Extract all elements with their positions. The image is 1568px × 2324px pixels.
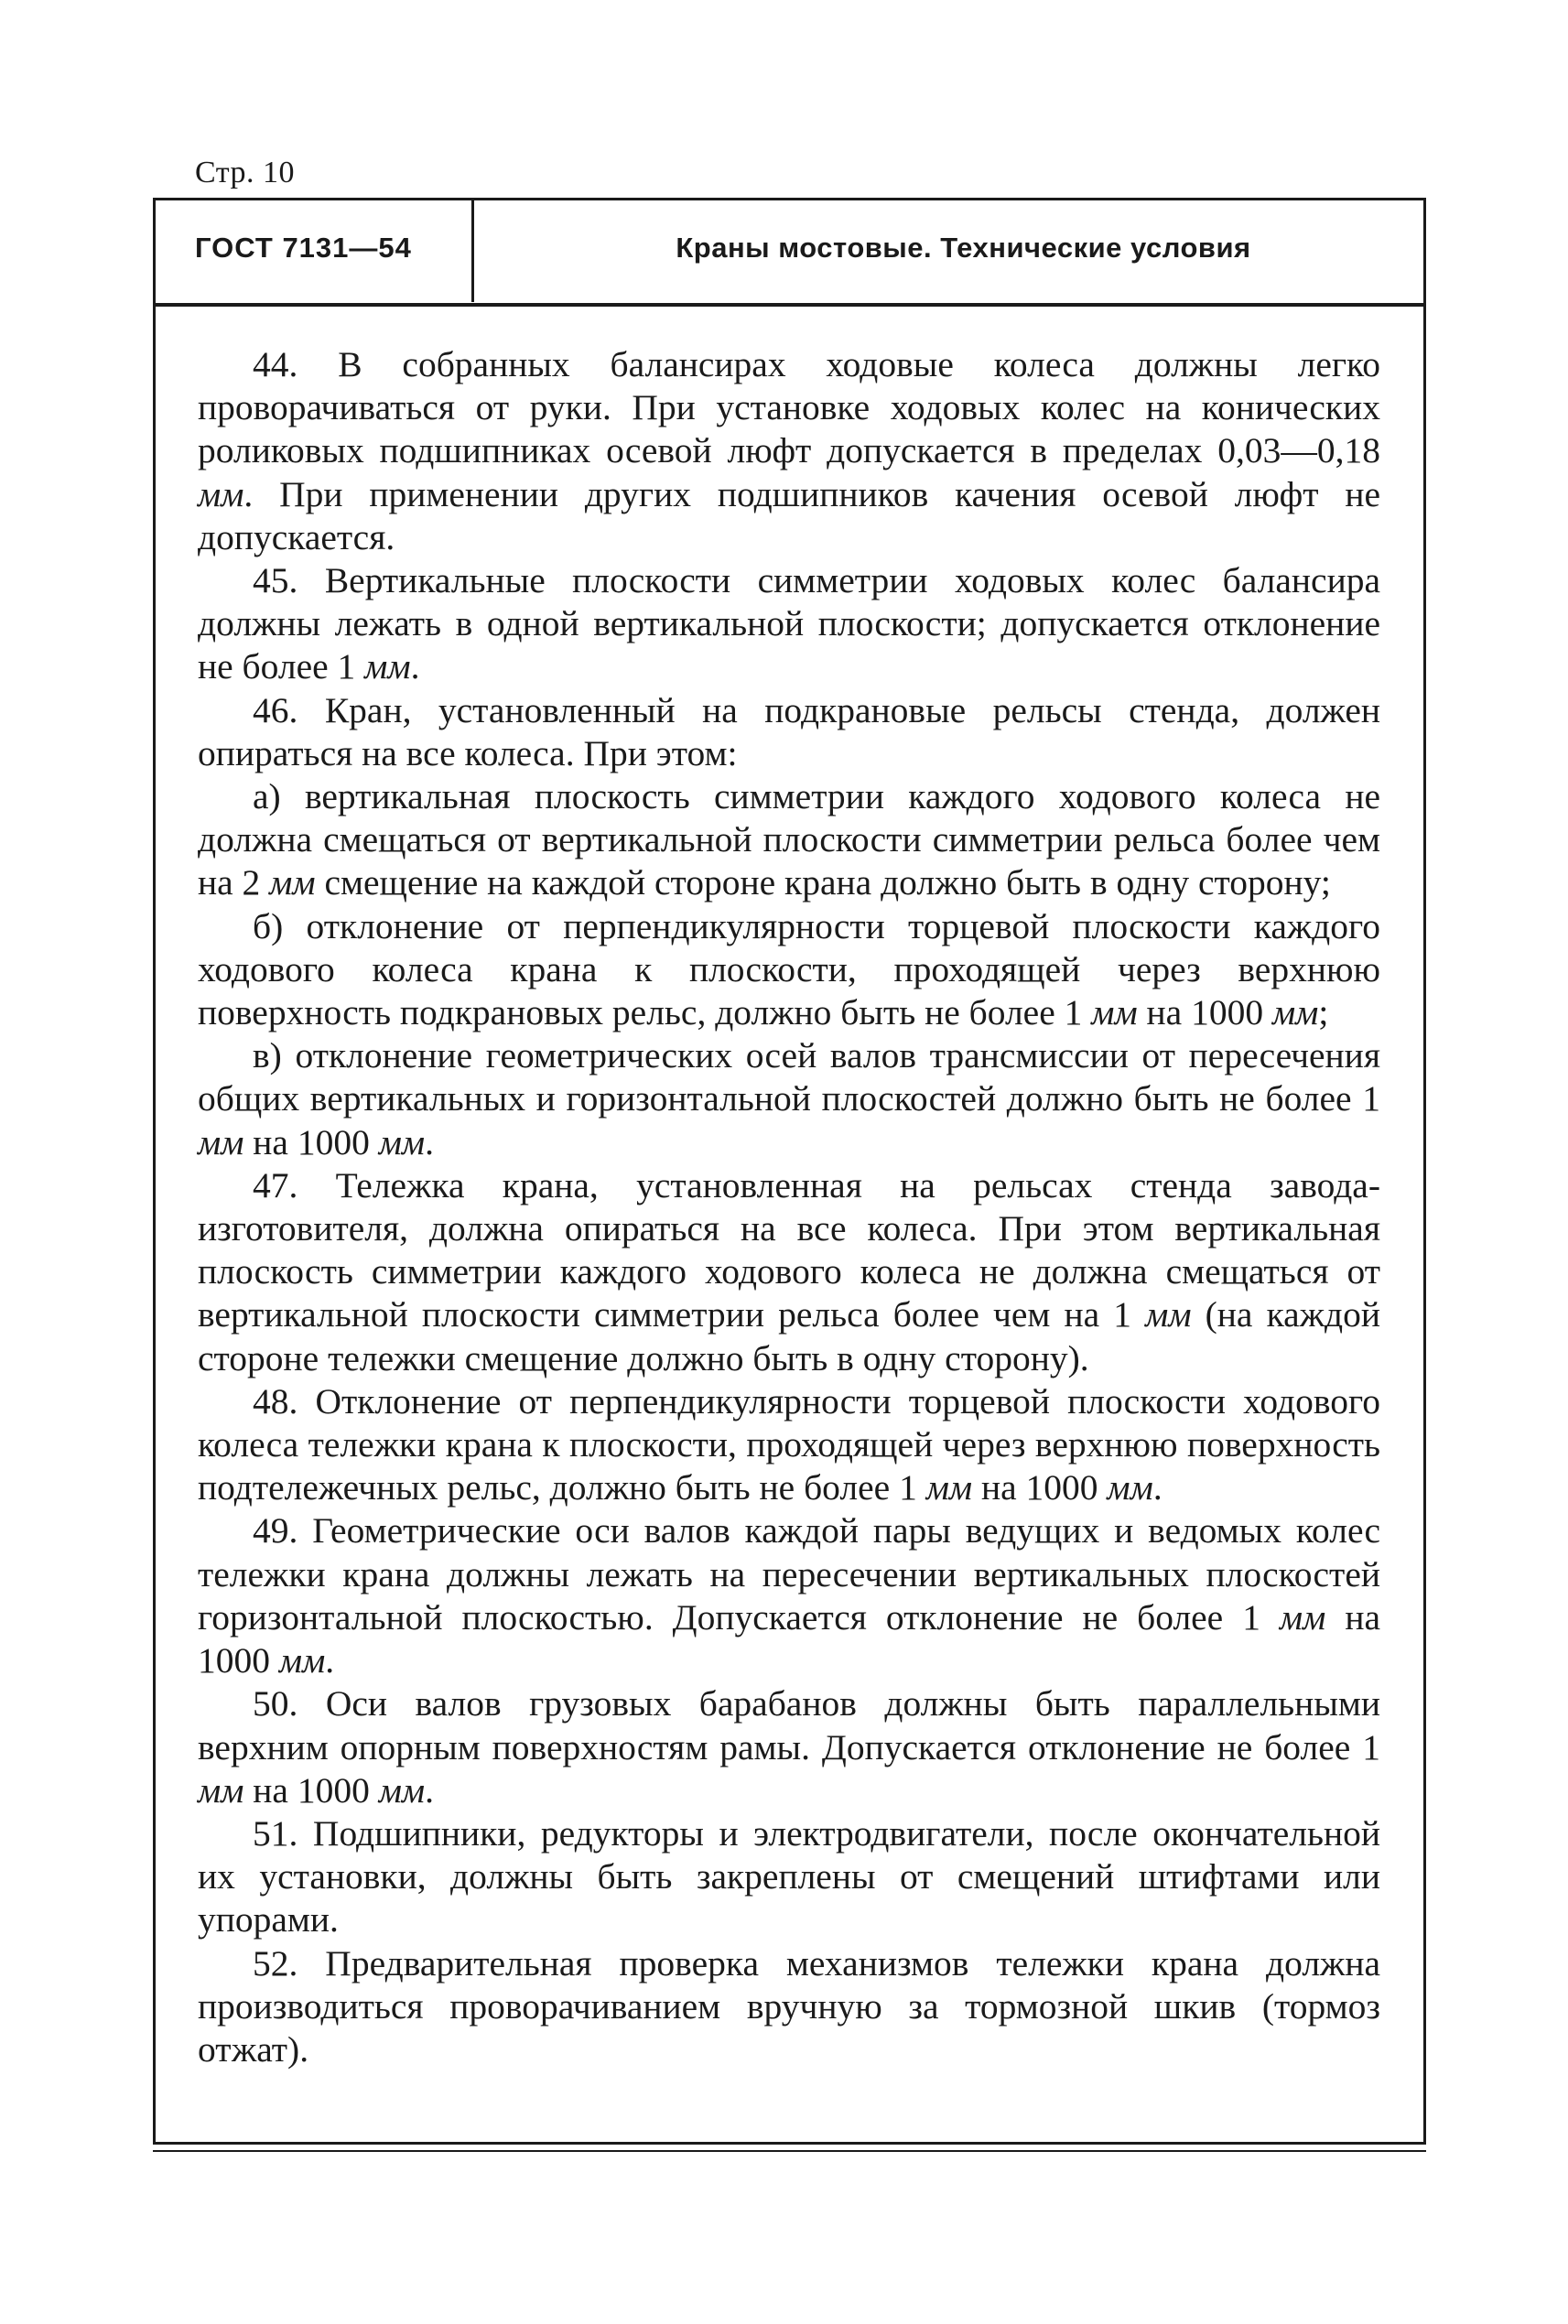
page-number: Стр. 10 (195, 156, 296, 189)
clause-48: 48. Отклонение от перпендикулярности торцевой плоскости ходового колеса тележки крана к плоскости, проходящей через верхнюю поверхность подтележечных рельс, должно быть не более 1 мм на 1000 мм. (198, 1380, 1380, 1508)
frame-bottom-border (153, 2142, 1426, 2145)
header-bottom-border (153, 303, 1426, 307)
header-divider (471, 200, 474, 302)
clause-46-c: в) отклонение геометрических осей валов трансмиссии от пересечения общих вертикальных и горизонтальной плоскостей должно быть не более 1 мм на 1000 мм. (198, 1035, 1380, 1162)
clause-46: 46. Кран, установленный на подкрановые рельсы стенда, должен опираться на все колеса. При этом: (198, 689, 1380, 773)
clause-47: 47. Тележка крана, установленная на рельсах стенда завода-изготовителя, должна опираться на все колеса. При этом вертикальная плоскость симметрии каждого ходового колеса не должна смещаться от вертикальной плоскости симметрии рельса более чем на 1 мм (на каждой стороне тележки смещение должно быть в одну сторону). (198, 1164, 1380, 1378)
clause-45: 45. Вертикальные плоскости симметрии ходовых колес балансира должны лежать в одной вертикальной плоскости; допускается отклонение не более 1 мм. (198, 560, 1380, 687)
clause-46-b: б) отклонение от перпендикулярности торцевой плоскости каждого ходового колеса крана к плоскости, проходящей через верхнюю поверхность подкрановых рельс, должно быть не более 1 мм на 1000 мм; (198, 905, 1380, 1033)
clause-46-a: а) вертикальная плоскость симметрии каждого ходового колеса не должна смещаться от вертикальной плоскости симметрии рельса более чем на 2 мм смещение на каждой стороне крана должно быть в одну сторону; (198, 776, 1380, 903)
frame-top-border (153, 198, 1426, 200)
clause-52: 52. Предварительная проверка механизмов тележки крана должна производиться проворачиванием вручную за тормозной шкив (тормоз отжат). (198, 1942, 1380, 2070)
frame-left-border (153, 198, 156, 2142)
document-title: Краны мостовые. Технические условия (676, 232, 1251, 264)
document-body (198, 343, 1380, 2071)
frame-right-border (1423, 198, 1426, 2142)
frame-bottom-double-border (153, 2150, 1426, 2152)
clause-49: 49. Геометрические оси валов каждой пары ведущих и ведомых колес тележки крана должны лежать на пересечении вертикальных плоскостей горизонтальной плоскостью. Допускается отклонение не более 1 мм на 1000 мм. (198, 1510, 1380, 1681)
standard-code: ГОСТ 7131—54 (195, 232, 412, 264)
clause-51: 51. Подшипники, редукторы и электродвигатели, после окончательной их установки, должны быть закреплены от смещений штифтами или упорами. (198, 1812, 1380, 1940)
clause-50: 50. Оси валов грузовых барабанов должны быть параллельными верхним опорным поверхностям рамы. Допускается отклонение не более 1 мм на 1000 мм. (198, 1683, 1380, 1811)
clause-44: 44. В собранных балансирах ходовые колеса должны легко проворачиваться от руки. При установке ходовых колес на конических роликовых подшипниках осевой люфт допускается в пределах 0,03—0,18 мм. При применении других подшипников качения осевой люфт не допускается. (198, 344, 1380, 557)
